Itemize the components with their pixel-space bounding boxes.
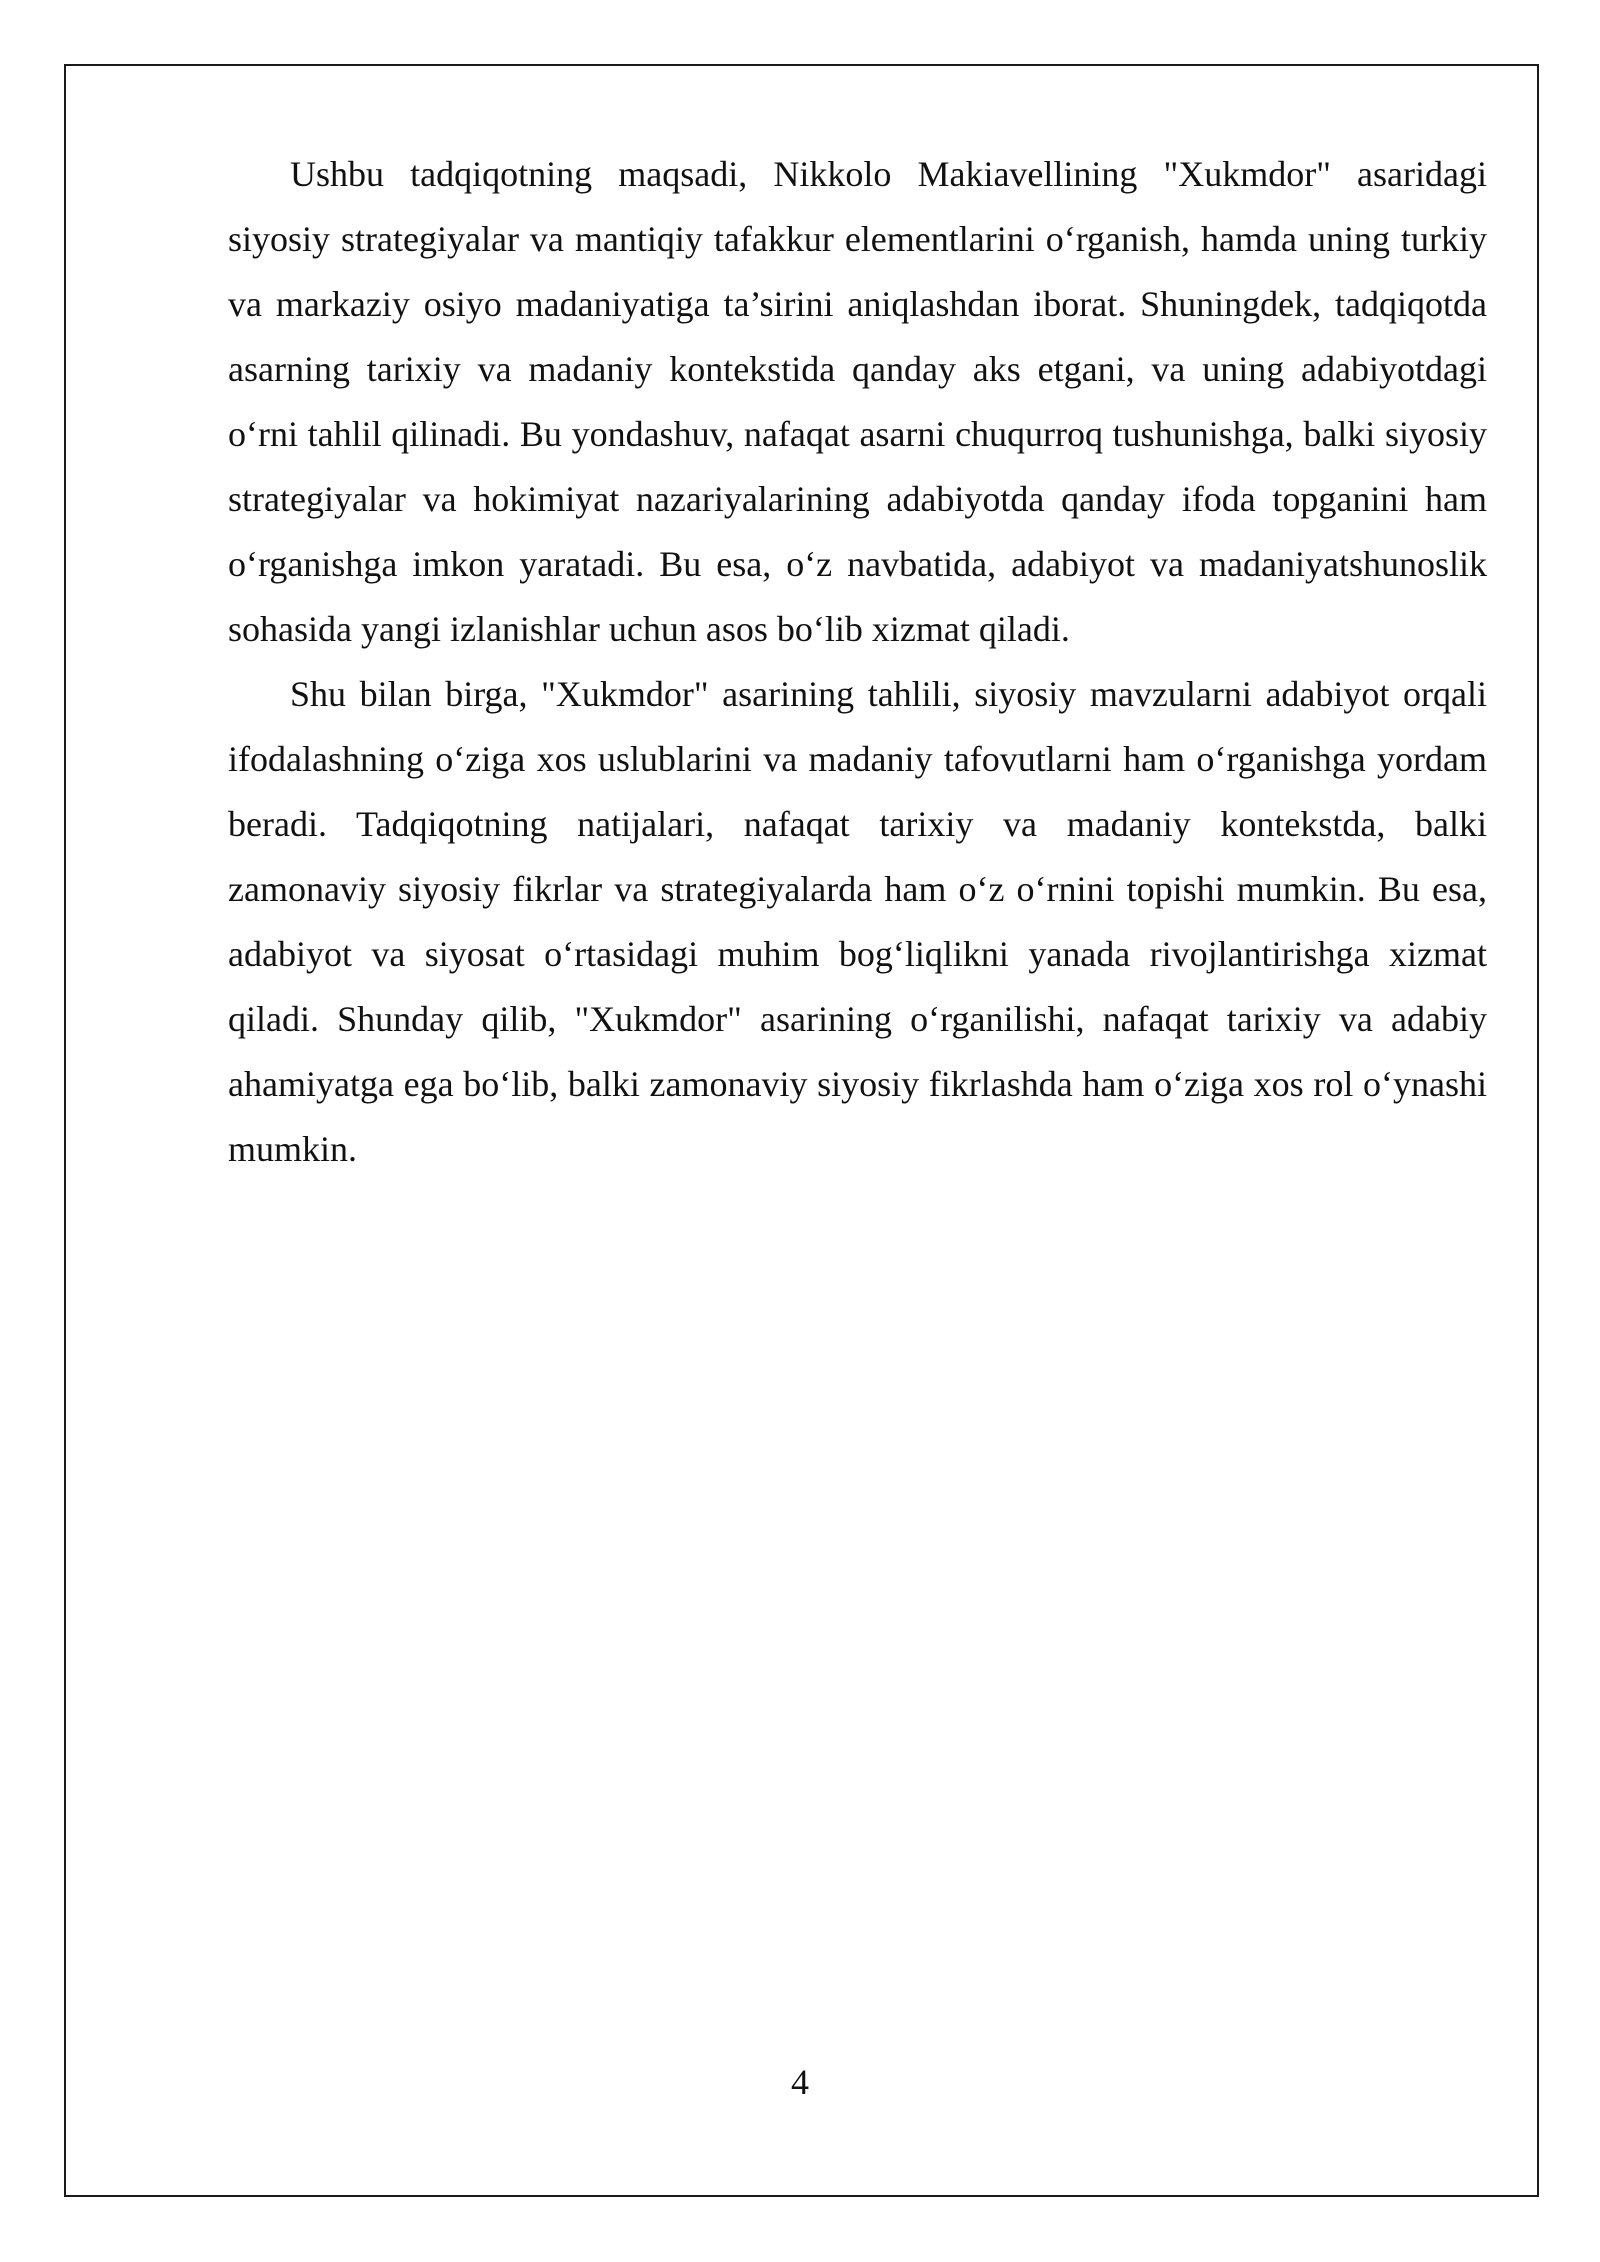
- page-number: 4: [791, 2062, 809, 2102]
- document-body: [228, 142, 1487, 1182]
- paragraph-2: Shu bilan birga, "Xukmdor" asarining tahlili, siyosiy mavzularni adabiyot orqali ifodalashning o‘ziga xos uslublarini va madaniy tafovutlarni ham o‘rganishga yordam beradi. Tadqiqotning natijalari, nafaqat tarixiy va madaniy kontekstda, balki zamonaviy siyosiy fikrlar va strategiyalarda ham o‘z o‘rnini topishi mumkin. Bu esa, adabiyot va siyosat o‘rtasidagi muhim bog‘liqlikni yanada rivojlantirishga xizmat qiladi. Shunday qilib, "Xukmdor" asarining o‘rganilishi, nafaqat tarixiy va adabiy ahamiyatga ega bo‘lib, balki zamonaviy siyosiy fikrlashda ham o‘ziga xos rol o‘ynashi mumkin.: [228, 674, 1487, 1169]
- paragraph-1: Ushbu tadqiqotning maqsadi, Nikkolo Makiavellining "Xukmdor" asaridagi siyosiy strategiyalar va mantiqiy tafakkur elementlarini o‘rganish, hamda uning turkiy va markaziy osiyo madaniyatiga ta’sirini aniqlashdan iborat. Shuningdek, tadqiqotda asarning tarixiy va madaniy kontekstida qanday aks etgani, va uning adabiyotdagi o‘rni tahlil qilinadi. Bu yondashuv, nafaqat asarni chuqurroq tushunishga, balki siyosiy strategiyalar va hokimiyat nazariyalarining adabiyotda qanday ifoda topganini ham o‘rganishga imkon yaratadi. Bu esa, o‘z navbatida, adabiyot va madaniyatshunoslik sohasida yangi izlanishlar uchun asos bo‘lib xizmat qiladi.: [228, 154, 1487, 649]
